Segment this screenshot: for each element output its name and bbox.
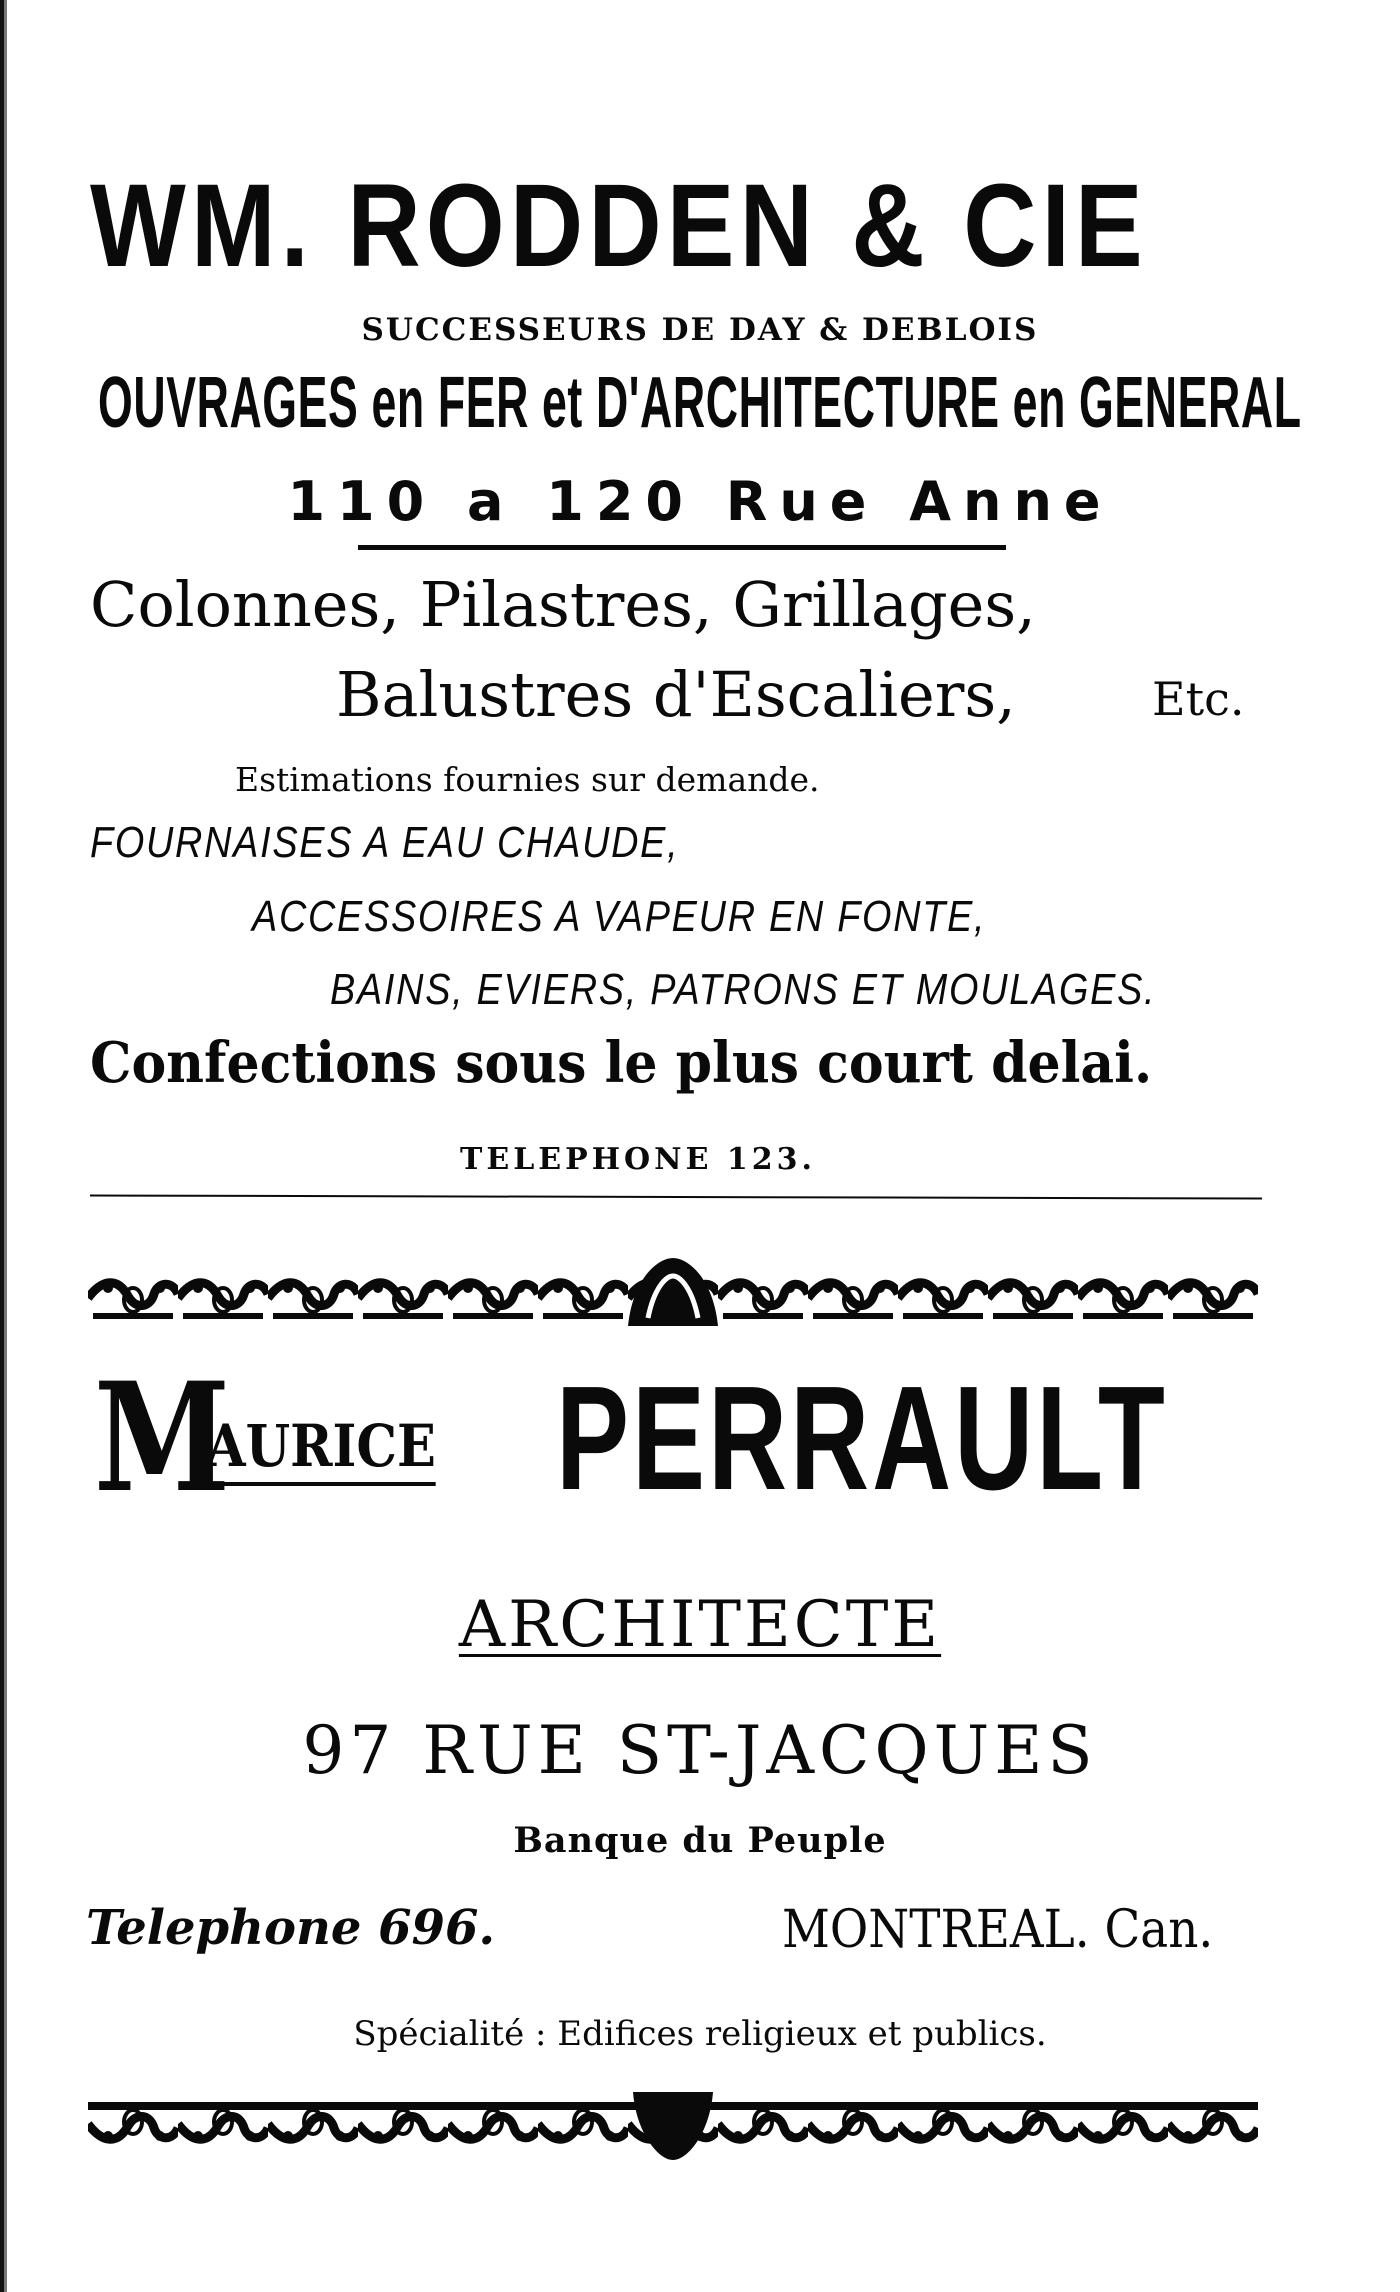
perrault-surname: PERRAULT xyxy=(556,1356,1168,1521)
rodden-successors: SUCCESSEURS DE DAY & DEBLOIS xyxy=(361,312,1039,348)
rodden-trade: OUVRAGES en FER et D'ARCHITECTURE en GENERAL xyxy=(98,363,1302,443)
rodden-products-etc: Etc. xyxy=(1152,672,1245,726)
rodden-title: WM. RODDEN & CIE xyxy=(90,160,1148,292)
ornament-border-bottom xyxy=(88,2092,1258,2162)
perrault-name-rest: AURICE xyxy=(206,1412,436,1486)
rodden-telephone: TELEPHONE 123. xyxy=(460,1142,816,1177)
perrault-profession: ARCHITECTE xyxy=(458,1588,942,1662)
rodden-furnaces: FOURNAISES A EAU CHAUDE, xyxy=(90,818,680,867)
section-divider-rule xyxy=(90,1194,1262,1199)
rodden-divider xyxy=(358,545,1006,550)
perrault-telephone: Telephone 696. xyxy=(86,1900,496,1956)
ornament-border-top xyxy=(88,1258,1258,1328)
rodden-products-line1: Colonnes, Pilastres, Grillages, xyxy=(90,568,1036,641)
rodden-tagline: Confections sous le plus court delai. xyxy=(90,1030,1153,1096)
perrault-address: 97 RUE ST-JACQUES xyxy=(302,1712,1098,1789)
perrault-city: MONTREAL. Can. xyxy=(782,1900,1214,1960)
perrault-name-initial: M xyxy=(94,1350,231,1526)
rodden-address: 110 a 120 Rue Anne xyxy=(287,470,1113,533)
rodden-products-line2: Balustres d'Escaliers, xyxy=(336,658,1016,731)
rodden-accessories: ACCESSOIRES A VAPEUR EN FONTE, xyxy=(252,892,987,941)
perrault-specialty: Spécialité : Edifices religieux et publics. xyxy=(353,2014,1047,2054)
perrault-building: Banque du Peuple xyxy=(513,1820,887,1861)
rodden-baths: BAINS, EVIERS, PATRONS ET MOULAGES. xyxy=(330,965,1157,1014)
rodden-estimates: Estimations fournies sur demande. xyxy=(235,760,820,799)
